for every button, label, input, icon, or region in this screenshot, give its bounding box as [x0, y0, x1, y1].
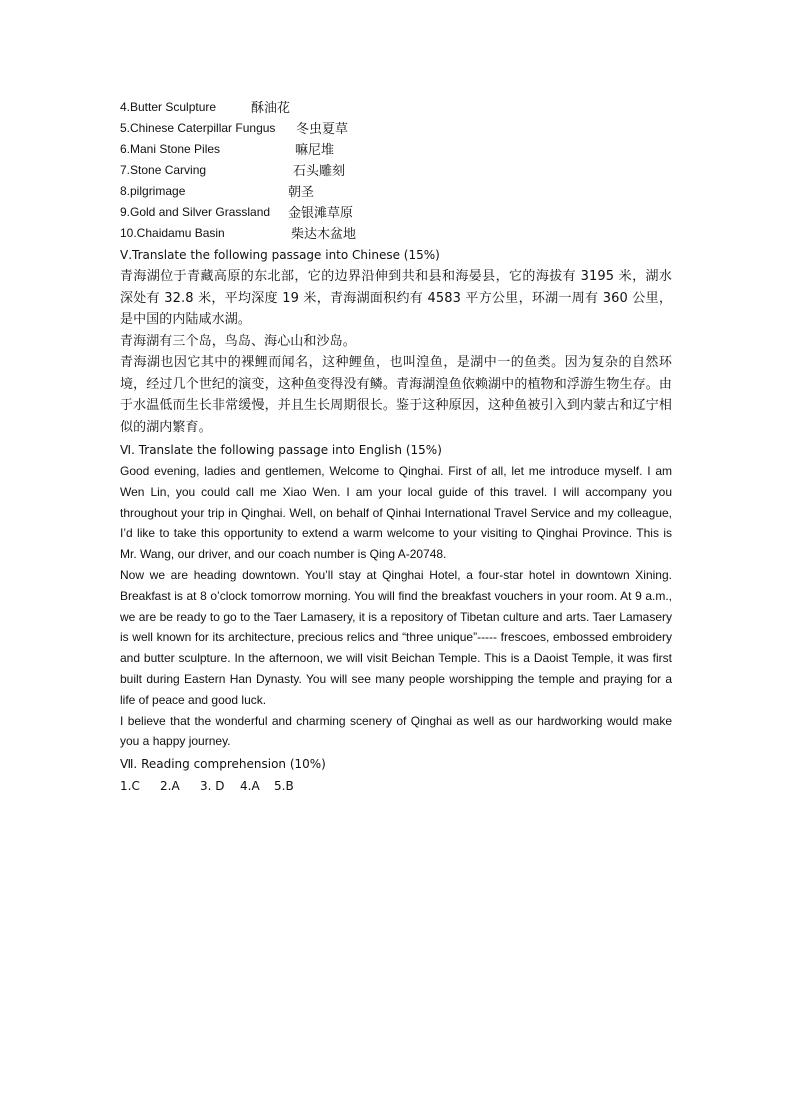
answer-key — [120, 775, 672, 797]
section-reading-comprehension — [120, 754, 672, 797]
vocab-english: 6.Mani Stone Piles — [120, 141, 221, 156]
vocab-chinese: 嘛尼堆 — [295, 143, 335, 158]
vocab-item — [120, 180, 672, 201]
vocab-item — [120, 222, 672, 243]
vocab-item — [120, 117, 672, 138]
vocab-english: 8.pilgrimage — [120, 183, 186, 198]
answer-item: 4.A — [240, 779, 260, 794]
vocab-chinese: 冬虫夏草 — [296, 122, 349, 137]
vocab-item — [120, 96, 672, 117]
answer-item: 2.A — [160, 779, 180, 794]
vocab-english: 5.Chinese Caterpillar Fungus — [120, 120, 276, 135]
section-heading: Ⅵ. Translate the following passage into English (15%) — [120, 443, 442, 457]
english-paragraph: Good evening, ladies and gentlemen, Welcome to Qinghai. First of all, let me introduce myself. I am Wen Lin, you could call me Xiao Wen. I am your local guide of this travel. I will accompany you throughout your trip in Qinghai. Well, on behalf of Qinhai International Travel Service and my colleague, I’d like to take this opportunity to extend a warm welcome to your visiting to Qinghai Province. This is Mr. Wang, our driver, and our coach number is Qing A-20748. — [120, 464, 672, 562]
vocab-chinese: 石头雕刻 — [293, 164, 346, 179]
vocabulary-list — [120, 96, 672, 243]
vocab-item — [120, 159, 672, 180]
chinese-paragraph: 青海湖位于青藏高原的东北部，它的边界沿伸到共和县和海晏县，它的海拔有 3195 米，湖水深处有 32.8 米，平均深度 19 米，青海湖面积约有 4583 平方公里，环湖一周有 360 公里，是中国的内陆咸水湖。 — [120, 269, 672, 327]
document-content — [120, 96, 672, 797]
chinese-paragraph: 青海湖也因它其中的裸鲤而闻名，这种鲤鱼，也叫湟鱼，是湖中一的鱼类。因为复杂的自然环境，经过几个世纪的演变，这种鱼变得没有鳞。青海湖湟鱼依赖湖中的植物和浮游生物生存。由于水温低而生长非常缓慢，并且生长周期很长。鉴于这种原因，这种鱼被引入到内蒙古和辽宁相似的湖内繁育。 — [120, 355, 672, 435]
answer-item: 5.B — [274, 779, 294, 794]
answer-item: 1.C — [120, 779, 140, 794]
vocab-english: 9.Gold and Silver Grassland — [120, 204, 271, 219]
vocab-chinese: 柴达木盆地 — [291, 227, 357, 242]
vocab-english: 4.Butter Sculpture — [120, 99, 217, 114]
vocab-chinese: 酥油花 — [251, 101, 291, 116]
answer-item: 3. D — [200, 779, 225, 794]
vocab-chinese: 朝圣 — [288, 185, 315, 200]
vocab-chinese: 金银滩草原 — [288, 206, 354, 221]
section-heading: Ⅶ. Reading comprehension (10%) — [120, 757, 326, 772]
chinese-paragraph: 青海湖有三个岛，鸟岛、海心山和沙岛。 — [120, 333, 356, 349]
vocab-english: 7.Stone Carving — [120, 162, 207, 177]
english-paragraph: I believe that the wonderful and charming scenery of Qinghai as well as our hardworking would make you a happy journey. — [120, 713, 672, 749]
vocab-english: 10.Chaidamu Basin — [120, 225, 225, 240]
vocab-item — [120, 201, 672, 222]
vocab-item — [120, 138, 672, 159]
english-paragraph: Now we are heading downtown. You’ll stay at Qinghai Hotel, a four-star hotel in downtown Xining. Breakfast is at 8 o’clock tomorrow morning. You will find the breakfast vouchers in your room. At 9 a.m., we are be ready to go to the Taer Lamasery, it is a repository of Tibetan culture and arts. Taer Lamasery is well known for its architecture, precious relics and “three unique”----- frescoes, embossed embroidery and butter sculpture. In the afternoon, we will visit Beichan Temple. This is a Daoist Temple, it was first built during Eastern Han Dynasty. You will see many people worshipping the temple and praying for a life of peace and good luck. — [120, 567, 672, 707]
section-translate-english — [120, 440, 672, 752]
section-translate-chinese — [120, 245, 672, 438]
section-heading: Ⅴ.Translate the following passage into Chinese (15%) — [120, 248, 440, 262]
